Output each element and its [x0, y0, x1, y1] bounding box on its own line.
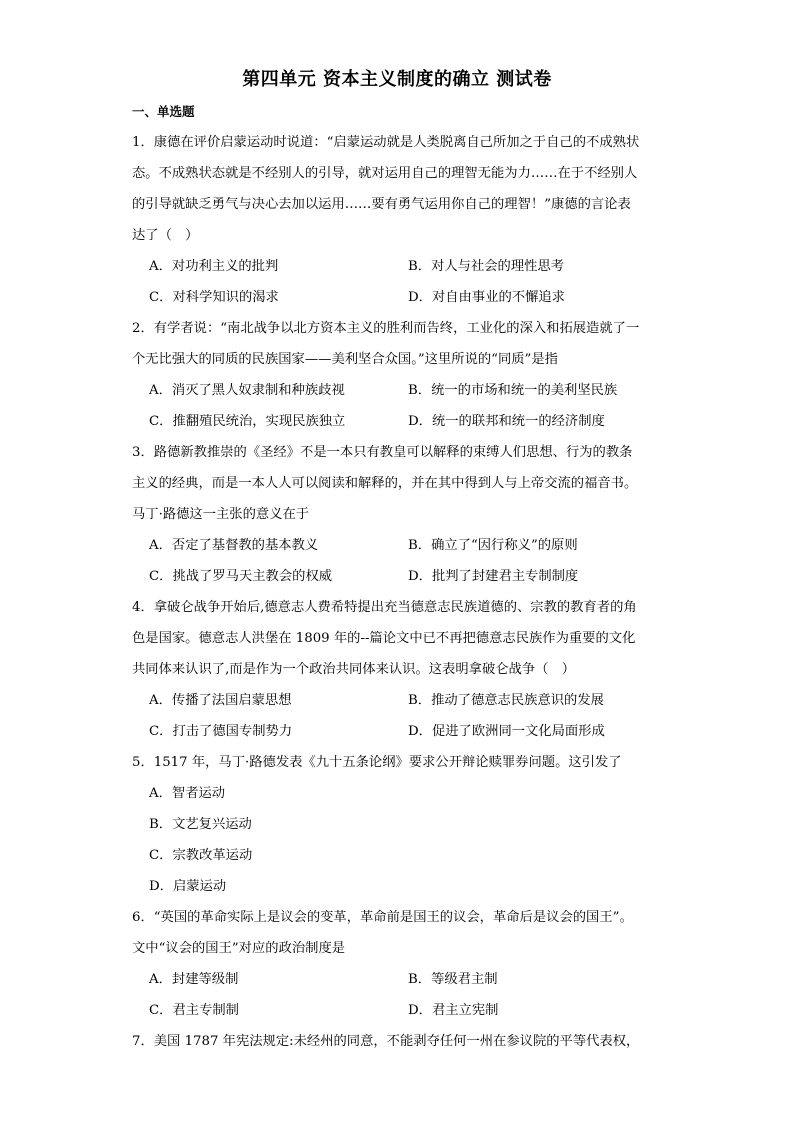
question-text-line: 马丁·路德这一主张的意义在于 [132, 507, 310, 522]
option-a[interactable]: A．消灭了黑人奴隶制和种族歧视 [149, 383, 345, 398]
question-4 [132, 592, 672, 747]
question-text-line: 4．拿破仑战争开始后,德意志人费希特提出充当德意志民族道德的、宗教的教育者的角 [132, 600, 637, 615]
question-text-line: 态。不成熟状态就是不经别人的引导，就对运用自己的理智无能为力……在于不经别人 [132, 166, 638, 181]
option-b[interactable]: B．等级君主制 [408, 972, 498, 987]
option-c[interactable]: C．对科学知识的渴求 [149, 290, 279, 305]
option-d[interactable]: D．批判了封建君主专制制度 [408, 569, 579, 584]
option-d[interactable]: D．启蒙运动 [149, 879, 227, 894]
option-d[interactable]: D．君主立宪制 [408, 1003, 499, 1018]
option-row [132, 561, 672, 592]
question-text-line: 主义的经典，而是一本人人可以阅读和解释的，并在其中得到人与上帝交流的福音书。 [132, 476, 638, 491]
option-d[interactable]: D．对自由事业的不懈追求 [408, 290, 565, 305]
option-row [132, 995, 672, 1026]
question-text-line: 达了（ ） [132, 228, 199, 243]
option-a[interactable]: A．封建等级制 [149, 972, 239, 987]
question-list [132, 127, 672, 1057]
option-row [132, 375, 672, 406]
question-text-line: 5．1517 年，马丁·路德发表《九十五条论纲》要求公开辩论赎罪券问题。这引发了 [132, 755, 622, 770]
question-text-line: 7．美国 1787 年宪法规定:未经州的同意，不能剥夺任何一州在参议院的平等代表权， [132, 1034, 640, 1049]
question-3 [132, 437, 672, 592]
question-text-line: 6．“英国的革命实际上是议会的变革，革命前是国王的议会，革命后是议会的国王”。 [132, 910, 633, 925]
option-c[interactable]: C．君主专制制 [149, 1003, 239, 1018]
question-text-line: 色是国家。德意志人洪堡在 1809 年的--篇论文中已不再把德意志民族作为重要的文化 [132, 631, 636, 646]
option-row [132, 530, 672, 561]
question-7 [132, 1026, 672, 1057]
option-d[interactable]: D．统一的联邦和统一的经济制度 [408, 414, 605, 429]
option-row [132, 251, 672, 282]
question-text-line: 3．路德新教推崇的《圣经》不是一本只有教皇可以解释的束缚人们思想、行为的教条 [132, 445, 633, 460]
option-b[interactable]: B．文艺复兴运动 [149, 817, 252, 832]
option-b[interactable]: B．对人与社会的理性思考 [408, 259, 565, 274]
option-row [132, 685, 672, 716]
question-text-line: 2．有学者说：“南北战争以北方资本主义的胜利而告终，工业化的深入和拓展造就了一 [132, 321, 640, 336]
question-6 [132, 902, 672, 1026]
option-b[interactable]: B．统一的市场和统一的美利坚民族 [408, 383, 618, 398]
option-a[interactable]: A．智者运动 [149, 786, 226, 801]
question-text-line: 1．康德在评价启蒙运动时说道：“启蒙运动就是人类脱离自己所加之于自己的不成熟状 [132, 135, 640, 150]
option-b[interactable]: B．确立了“因行称义”的原则 [408, 538, 578, 553]
option-a[interactable]: A．对功利主义的批判 [149, 259, 279, 274]
option-row [132, 406, 672, 437]
option-b[interactable]: B．推动了德意志民族意识的发展 [408, 693, 604, 708]
question-text-line: 共同体来认识了,而是作为一个政治共同体来认识。这表明拿破仑战争（ ） [132, 662, 576, 677]
option-c[interactable]: C．推翻殖民统治，实现民族独立 [149, 414, 346, 429]
option-c[interactable]: C．挑战了罗马天主教会的权威 [149, 569, 333, 584]
page-title: 第四单元 资本主义制度的确立 测试卷 [242, 69, 552, 90]
option-a[interactable]: A．传播了法国启蒙思想 [149, 693, 292, 708]
question-2 [132, 313, 672, 437]
option-d[interactable]: D．促进了欧洲同一文化局面形成 [408, 724, 605, 739]
option-c[interactable]: C．打击了德国专制势力 [149, 724, 293, 739]
option-c[interactable]: C．宗教改革运动 [149, 848, 253, 863]
question-text-line: 个无比强大的同质的民族国家——美利坚合众国。”这里所说的“同质”是指 [132, 352, 558, 367]
question-5 [132, 747, 672, 902]
question-1 [132, 127, 672, 313]
question-text-line: 的引导就缺乏勇气与决心去加以运用……要有勇气运用你自己的理智！”康德的言论表 [132, 197, 631, 212]
option-a[interactable]: A．否定了基督教的基本教义 [149, 538, 319, 553]
section-heading: 一、单选题 [132, 104, 195, 119]
option-row [132, 716, 672, 747]
question-text-line: 文中“议会的国王”对应的政治制度是 [132, 941, 346, 956]
option-row [132, 282, 672, 313]
option-row [132, 964, 672, 995]
